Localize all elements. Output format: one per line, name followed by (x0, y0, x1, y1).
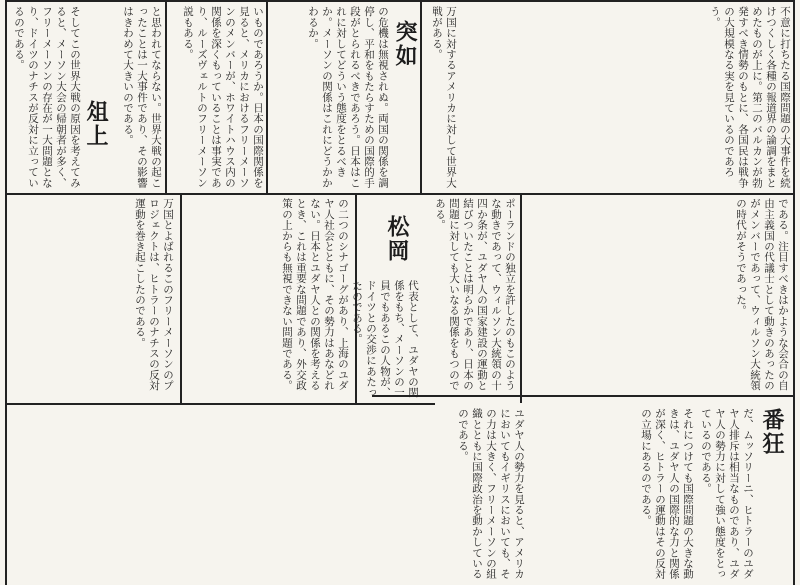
lower-section-rule (5, 403, 435, 405)
article-text-mid-far-left: の二つのシナゴーグがあり、上海のユダヤ人社会とともに、その勢力はあなどれない。日本とユダヤ人との関係を考えるとき、これは重要な問題であり、外交政策の上からも無視できない問題である。 (281, 198, 349, 391)
article-text-mid-center: ポーランドの独立を許したのもこのような動きであって、ウィルソン大統領の十四か条が、ユダヤ人の国家建設の運動と結びついたことは明らかであり、日本の問題に対しても大いなる関係をもつのである。 (434, 198, 516, 391)
article-text-mid-far-far-left: 万国とよばれるこのフリーメーソンのプロジェクトは、ヒトラーのナチスの反対運動を巻き起こしたのである。 (134, 198, 174, 391)
article-text-top-right-2: 万国に対するアメリカに対して世界大戦がある。 (431, 6, 457, 188)
article-text-mid-left: 代表として、ユダヤの関係をもち、メーソンの一員でもあるこの人物が、ドイツとの交渉にあたったのである。 (351, 280, 419, 398)
article-text-mid-right: である。注目すべきはかような会合の自由主義国の代議士として動きのあったのがメンバーであって、ウィルソン大統領の時代がそうであった。 (735, 198, 789, 391)
upper-section-rule (5, 193, 795, 195)
headline-totsujo: 突如 (392, 20, 418, 68)
article-text-top-left-1: いものであろうか。日本の国際関係を見ると、メリカにおけるフリーメーソンのメンバーが、ホワイトハウス内の関係を深くもっていることは事実であり、ルーズヴェルトのフリーメーソン説もある。 (182, 6, 264, 188)
article-text-top-far-left-2: そしてこの世界大戦の原因を考えてみると、メーソン大会の帰朝者が多く、フリーメーソンの存在が一大問題となり、ドイツのナチスが反対に立っているのである。 (13, 6, 81, 188)
article-text-bottom-left: ユダヤ人の勢力を見ると、アメリカにおいてもイギリスにおいても、その力は大きく、フリーメーソンの組織とともに国際政治を動かしているのである。 (457, 408, 525, 580)
headline-kyoban: 番狂 (759, 408, 785, 456)
article-text-top-mid: の危機は無視されぬ。両国の関係を調停し、平和をもたらすための国際的手段がとられるべきであろう。日本はこれに対してどういう態度をとるべきか。メーソンの関係はこれにどうかかわるか。 (307, 6, 389, 188)
column-rule-4 (520, 193, 522, 403)
right-border-rule (793, 0, 795, 585)
column-rule-2 (266, 0, 268, 193)
article-text-bottom-right: だ、ムッソリーニ、ヒトラーのユダヤ人排斥は相当なものであり、ユダヤ人の勢力に対して強い態度をとっているのである。 (700, 408, 754, 580)
top-border-rule (5, 0, 795, 2)
article-text-top-right-1: 不意に打ちたる国際問題の大事件を続けつくしく各種の報道界の論調をまとめたものが上に。第二のバルカンが勃発すべき情勢のもとに、各国民は戦争の大規模なる実を見ているのであろう。 (709, 6, 791, 188)
headline-matsuoka: 松岡 (384, 215, 410, 263)
column-rule-1 (420, 0, 422, 193)
headline-sojo: 俎上 (83, 100, 109, 148)
column-rule-3 (165, 0, 167, 193)
left-border-rule (5, 0, 7, 585)
column-rule-6 (180, 193, 182, 403)
article-text-top-far-left-1: と思われてならない。世界大戦の起こったことは一大事件であり、その影響はきわめて大きいのである。 (122, 6, 162, 188)
article-text-bottom-center: それにつけても国際問題の大きな動きは、ユダヤ人の国際的な力と関係が深く、ヒトラーの運動はその反対の立場にあるのである。 (640, 408, 694, 580)
